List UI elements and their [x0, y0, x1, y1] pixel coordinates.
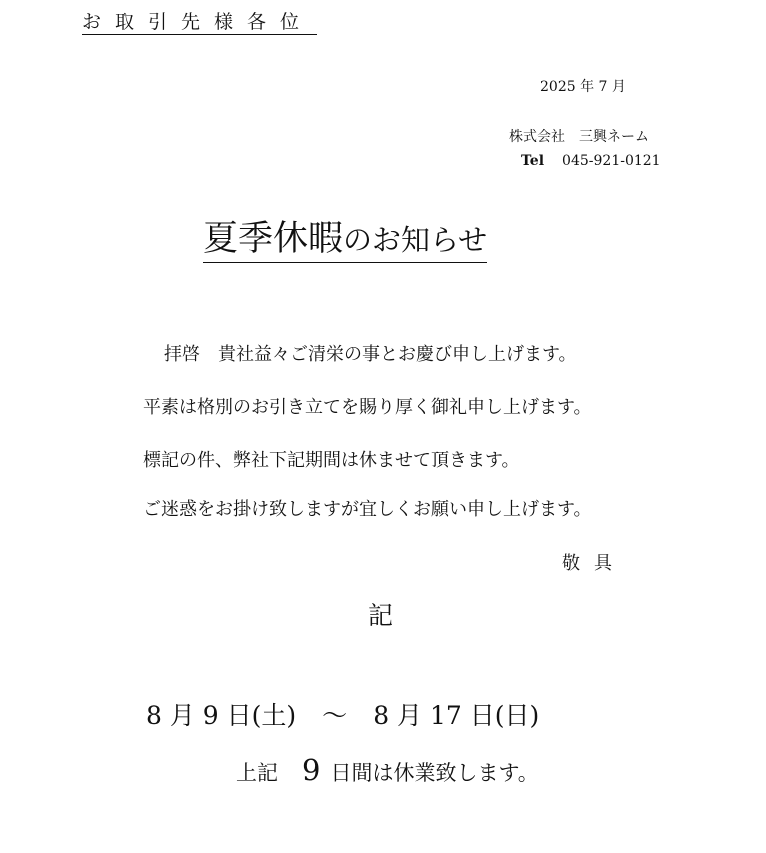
recipient-heading: お取引先様各位	[82, 10, 317, 35]
period-separator: ～	[322, 701, 348, 730]
body-line-3: 標記の件、弊社下記期間は休ませて頂きます。	[143, 450, 520, 471]
notice-prefix: 上記	[236, 761, 278, 785]
holiday-period	[146, 700, 539, 732]
company-name: 株式会社 三興ネーム	[509, 129, 649, 145]
company-tel	[521, 153, 661, 169]
closing-keigu: 敬具	[562, 553, 626, 574]
notice-days: 9	[302, 753, 321, 787]
page-title	[203, 217, 487, 263]
tel-label: Tel	[521, 153, 545, 169]
title-suffix: のお知らせ	[343, 223, 488, 257]
period-end: 8 月 17 日(日)	[373, 701, 540, 730]
closure-notice	[236, 753, 539, 790]
ki-heading: 記	[368, 601, 394, 630]
notice-suffix: 日間は休業致します。	[330, 761, 539, 785]
body-line-4: ご迷惑をお掛け致しますが宜しくお願い申し上げます。	[143, 499, 592, 520]
body-line-2: 平素は格別のお引き立てを賜り厚く御礼申し上げます。	[143, 397, 592, 418]
body-line-1: 拝啓 貴社益々ご清栄の事とお慶び申し上げます。	[164, 344, 577, 365]
period-start: 8 月 9 日(土)	[146, 701, 297, 730]
title-main: 夏季休暇	[203, 219, 344, 259]
tel-number: 045-921-0121	[562, 153, 661, 169]
issue-date: 2025 年 7 月	[540, 79, 626, 95]
